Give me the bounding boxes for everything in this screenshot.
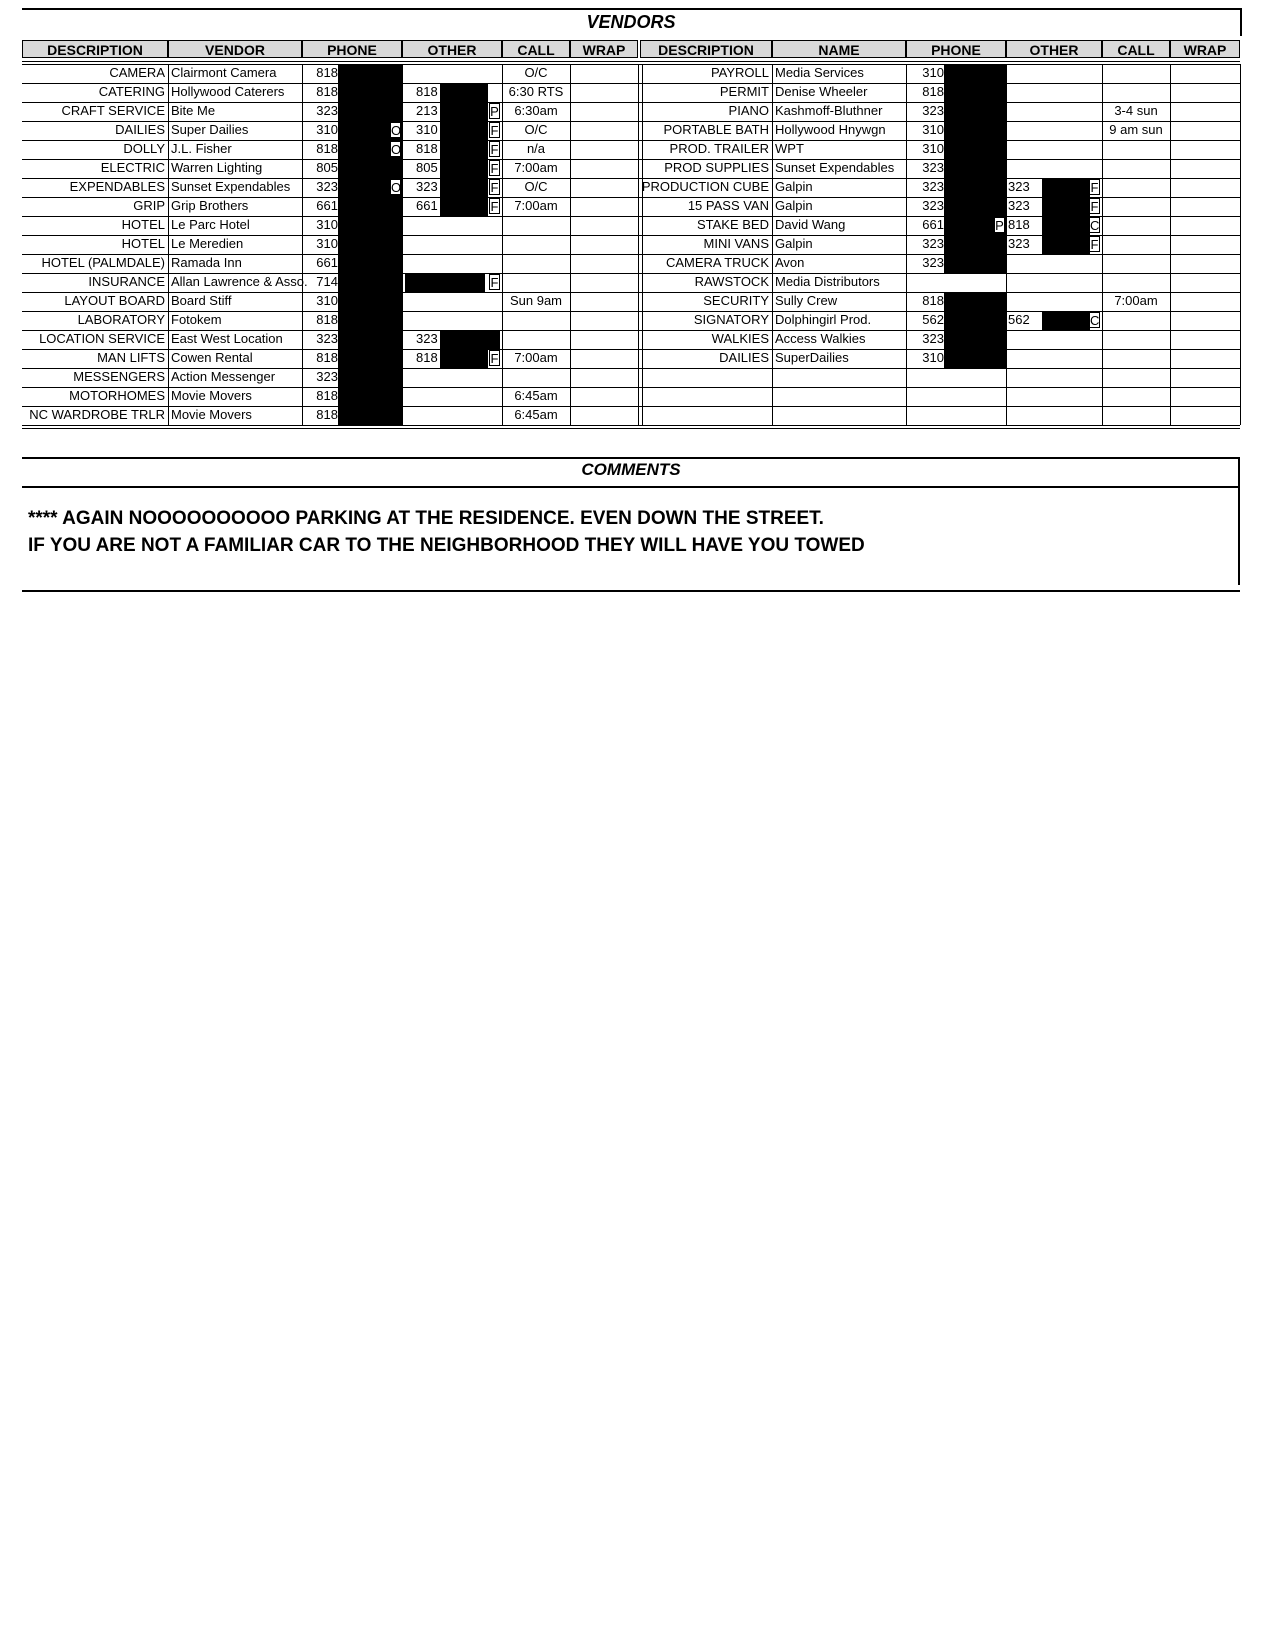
left-call-cell: 7:00am [514, 350, 558, 365]
left-phone-cell: 310 [316, 122, 338, 137]
right-wrap-cell [1170, 83, 1240, 101]
left-vendor-cell: Clairmont Camera [171, 65, 277, 80]
right-call-cell [1102, 235, 1170, 253]
right-wrap-cell [1170, 368, 1240, 386]
left-desc-cell: MESSENGERS [73, 369, 165, 384]
right-other-cell [1006, 140, 1102, 158]
right-wrap-cell [1170, 235, 1240, 253]
left-wrap-cell [570, 197, 638, 215]
header-right-0: DESCRIPTION [640, 40, 772, 58]
row-rule [22, 425, 1240, 426]
left-desc-cell: HOTEL [121, 236, 165, 251]
left-other-flag: P [490, 104, 499, 119]
right-other-cell: 323 [1008, 198, 1030, 213]
left-wrap-cell [570, 349, 638, 367]
left-wrap-cell [570, 159, 638, 177]
right-desc-cell [640, 368, 772, 386]
left-other-cell: 213 [416, 103, 438, 118]
right-phone-cell [906, 368, 1006, 386]
left-desc-cell: CAMERA [109, 65, 165, 80]
left-wrap-cell [570, 83, 638, 101]
right-desc-cell: 15 PASS VAN [687, 198, 769, 213]
left-vendor-cell: Action Messenger [171, 369, 276, 384]
right-phone-flag: P [995, 218, 1004, 233]
left-other-flag: F [490, 351, 499, 366]
left-vendor-cell: Allan Lawrence & Asso. [171, 274, 308, 289]
header-left-4: CALL [502, 40, 570, 58]
right-other-cell: 323 [1008, 236, 1030, 251]
left-phone-cell: 323 [316, 369, 338, 384]
left-wrap-cell [570, 311, 638, 329]
right-name-cell: Dolphingirl Prod. [775, 312, 872, 327]
right-name-cell: David Wang [775, 217, 846, 232]
left-wrap-cell [570, 235, 638, 253]
left-wrap-cell [570, 254, 638, 272]
right-wrap-cell [1170, 178, 1240, 196]
left-desc-cell: EXPENDABLES [69, 179, 165, 194]
left-other-flag: F [490, 123, 499, 138]
left-desc-cell: DOLLY [123, 141, 165, 156]
right-desc-cell [640, 387, 772, 405]
right-call-cell [1102, 197, 1170, 215]
right-name-cell: Sully Crew [775, 293, 838, 308]
right-phone-cell: 323 [922, 103, 944, 118]
right-other-flag: F [1090, 237, 1099, 252]
left-vendor-cell: Cowen Rental [171, 350, 253, 365]
right-name-cell: Hollywood Hnywgn [775, 122, 886, 137]
left-phone-cell: 310 [316, 217, 338, 232]
right-phone-cell: 661 [922, 217, 944, 232]
right-call-cell [1102, 64, 1170, 82]
left-phone-cell: 323 [316, 331, 338, 346]
left-desc-cell: MOTORHOMES [69, 388, 165, 403]
left-wrap-cell [570, 216, 638, 234]
col-rule [638, 64, 639, 425]
left-vendor-cell: Hollywood Caterers [171, 84, 285, 99]
right-desc-cell: PORTABLE BATH [663, 122, 769, 137]
right-desc-cell: SECURITY [703, 293, 769, 308]
right-wrap-cell [1170, 216, 1240, 234]
left-desc-cell: MAN LIFTS [97, 350, 165, 365]
right-wrap-cell [1170, 273, 1240, 291]
right-phone-cell: 310 [922, 122, 944, 137]
left-wrap-cell [570, 368, 638, 386]
right-call-cell [1102, 330, 1170, 348]
left-other-flag: F [490, 180, 499, 195]
right-wrap-cell [1170, 102, 1240, 120]
right-call-cell [1102, 159, 1170, 177]
left-desc-cell: LABORATORY [77, 312, 165, 327]
right-other-cell [1006, 159, 1102, 177]
left-phone-cell: 805 [316, 160, 338, 175]
right-desc-cell: SIGNATORY [693, 312, 769, 327]
right-other-cell [1006, 254, 1102, 272]
left-phone-cell: 661 [316, 255, 338, 270]
right-wrap-cell [1170, 349, 1240, 367]
left-wrap-cell [570, 64, 638, 82]
right-name-cell: Kashmoff-Bluthner [775, 103, 883, 118]
left-phone-cell: 818 [316, 65, 338, 80]
header-left-3: OTHER [402, 40, 502, 58]
right-call-cell [1102, 178, 1170, 196]
right-call-cell [1102, 349, 1170, 367]
right-other-cell [1006, 273, 1102, 291]
left-call-cell: O/C [524, 179, 548, 194]
left-other-cell: 323 [416, 179, 438, 194]
col-rule [1240, 64, 1241, 425]
left-desc-cell: HOTEL (PALMDALE) [41, 255, 165, 270]
right-desc-cell: PERMIT [719, 84, 769, 99]
right-other-cell [1006, 292, 1102, 310]
left-wrap-cell [570, 330, 638, 348]
left-wrap-cell [570, 273, 638, 291]
left-other-cell [402, 235, 502, 253]
left-other-flag: F [490, 142, 499, 157]
right-phone-cell: 323 [922, 198, 944, 213]
table-bottom-rule [22, 428, 1240, 429]
left-wrap-cell [570, 121, 638, 139]
left-vendor-cell: Movie Movers [171, 388, 252, 403]
right-other-flag: F [1090, 180, 1099, 195]
left-phone-flag: O [391, 123, 402, 138]
left-desc-cell: NC WARDROBE TRLR [29, 407, 165, 422]
left-vendor-cell: Warren Lighting [171, 160, 263, 175]
header-right-4: CALL [1102, 40, 1170, 58]
left-other-cell: 818 [416, 141, 438, 156]
right-call-cell [1102, 140, 1170, 158]
right-wrap-cell [1170, 64, 1240, 82]
left-other-cell: 818 [416, 350, 438, 365]
right-name-cell: WPT [775, 141, 804, 156]
right-name-cell [772, 406, 906, 424]
comments-title: COMMENTS [581, 460, 681, 479]
left-call-cell: n/a [526, 141, 546, 156]
left-call-cell: Sun 9am [509, 293, 563, 308]
right-other-cell [1006, 102, 1102, 120]
right-call-cell: 7:00am [1114, 293, 1158, 308]
left-desc-cell: DAILIES [115, 122, 165, 137]
left-wrap-cell [570, 178, 638, 196]
right-desc-cell: STAKE BED [696, 217, 769, 232]
left-wrap-cell [570, 406, 638, 424]
left-vendor-cell: Bite Me [171, 103, 216, 118]
right-desc-cell: PRODUCTION CUBE [641, 179, 769, 194]
right-name-cell: Access Walkies [775, 331, 866, 346]
header-left-0: DESCRIPTION [22, 40, 168, 58]
left-phone-cell: 818 [316, 350, 338, 365]
right-phone-cell [906, 387, 1006, 405]
right-phone-cell: 310 [922, 141, 944, 156]
left-phone-cell: 310 [316, 293, 338, 308]
left-vendor-cell: Fotokem [171, 312, 222, 327]
vendors-title: VENDORS [586, 12, 676, 32]
left-other-flag: F [490, 161, 499, 176]
right-other-cell [1006, 330, 1102, 348]
right-desc-cell: PIANO [728, 103, 769, 118]
right-other-flag: C [1090, 313, 1100, 328]
left-phone-cell: 661 [316, 198, 338, 213]
left-desc-cell: LOCATION SERVICE [39, 331, 165, 346]
right-desc-cell: CAMERA TRUCK [665, 255, 769, 270]
right-call-cell [1102, 368, 1170, 386]
left-other-cell [402, 216, 502, 234]
left-other-cell: 805 [416, 160, 438, 175]
left-phone-flag: O [391, 180, 402, 195]
right-call-cell [1102, 387, 1170, 405]
right-phone-cell: 562 [922, 312, 944, 327]
left-phone-cell: 818 [316, 388, 338, 403]
left-call-cell: 6:30am [514, 103, 558, 118]
left-vendor-cell: East West Location [171, 331, 283, 346]
left-vendor-cell: Board Stiff [171, 293, 232, 308]
right-phone-cell: 323 [922, 179, 944, 194]
right-name-cell: Media Distributors [775, 274, 880, 289]
left-other-cell [402, 387, 502, 405]
left-vendor-cell: Ramada Inn [171, 255, 242, 270]
right-desc-cell: RAWSTOCK [694, 274, 769, 289]
right-name-cell: Galpin [775, 179, 813, 194]
right-other-cell [1006, 406, 1102, 424]
right-phone-cell: 323 [922, 331, 944, 346]
right-name-cell: Denise Wheeler [775, 84, 868, 99]
right-wrap-cell [1170, 254, 1240, 272]
right-phone-cell: 818 [922, 84, 944, 99]
left-other-cell [402, 368, 502, 386]
right-desc-cell: PROD SUPPLIES [664, 160, 769, 175]
right-call-cell [1102, 273, 1170, 291]
left-other-flag: F [490, 275, 499, 290]
right-call-cell [1102, 83, 1170, 101]
left-wrap-cell [570, 140, 638, 158]
left-call-cell [502, 254, 570, 272]
right-other-cell: 818 [1008, 217, 1030, 232]
left-vendor-cell: Le Parc Hotel [171, 217, 250, 232]
left-other-cell: 323 [416, 331, 438, 346]
left-desc-cell: CRAFT SERVICE [61, 103, 165, 118]
right-desc-cell: PAYROLL [710, 65, 769, 80]
right-other-cell [1006, 368, 1102, 386]
left-other-cell [402, 273, 502, 291]
right-desc-cell: MINI VANS [703, 236, 769, 251]
left-call-cell: 7:00am [514, 160, 558, 175]
left-desc-cell: CATERING [98, 84, 165, 99]
right-wrap-cell [1170, 159, 1240, 177]
right-other-cell [1006, 121, 1102, 139]
right-wrap-cell [1170, 387, 1240, 405]
right-phone-cell: 818 [922, 293, 944, 308]
right-call-cell [1102, 254, 1170, 272]
left-phone-cell: 818 [316, 141, 338, 156]
header-left-1: VENDOR [168, 40, 302, 58]
right-phone-cell: 323 [922, 255, 944, 270]
left-phone-cell: 818 [316, 312, 338, 327]
right-call-cell [1102, 406, 1170, 424]
right-other-flag: F [1090, 199, 1099, 214]
left-phone-cell: 310 [316, 236, 338, 251]
right-other-cell [1006, 387, 1102, 405]
left-other-cell [402, 311, 502, 329]
comments-bottom-rule [22, 590, 1240, 592]
left-wrap-cell [570, 387, 638, 405]
right-name-cell: Sunset Expendables [775, 160, 895, 175]
right-other-cell [1006, 64, 1102, 82]
left-other-cell [402, 292, 502, 310]
right-phone-cell [906, 406, 1006, 424]
right-wrap-cell [1170, 330, 1240, 348]
left-desc-cell: ELECTRIC [100, 160, 165, 175]
left-vendor-cell: Movie Movers [171, 407, 252, 422]
header-right-1: NAME [772, 40, 906, 58]
right-other-cell: 562 [1008, 312, 1030, 327]
left-desc-cell: GRIP [133, 198, 165, 213]
left-call-cell [502, 330, 570, 348]
right-other-cell: 323 [1008, 179, 1030, 194]
header-right-3: OTHER [1006, 40, 1102, 58]
right-call-cell [1102, 216, 1170, 234]
right-wrap-cell [1170, 197, 1240, 215]
left-phone-flag: O [391, 142, 402, 157]
right-wrap-cell [1170, 140, 1240, 158]
right-other-cell [1006, 83, 1102, 101]
right-call-cell: 9 am sun [1109, 122, 1163, 137]
comments-divider [22, 486, 1240, 488]
header-right-5: WRAP [1170, 40, 1240, 58]
right-wrap-cell [1170, 311, 1240, 329]
right-wrap-cell [1170, 121, 1240, 139]
left-other-cell [402, 406, 502, 424]
left-phone-cell: 818 [316, 407, 338, 422]
left-other-cell: 310 [416, 122, 438, 137]
left-desc-cell: LAYOUT BOARD [64, 293, 165, 308]
right-other-cell [1006, 349, 1102, 367]
left-call-cell [502, 235, 570, 253]
right-other-flag: C [1090, 218, 1100, 233]
left-desc-cell: INSURANCE [88, 274, 165, 289]
right-phone-cell [906, 273, 1006, 291]
left-call-cell: O/C [524, 65, 548, 80]
left-call-cell: 6:30 RTS [508, 84, 564, 99]
left-other-cell [402, 64, 502, 82]
left-call-cell: O/C [524, 122, 548, 137]
left-phone-cell: 323 [316, 103, 338, 118]
header-rule [22, 61, 1240, 62]
right-name-cell: Media Services [775, 65, 864, 80]
left-vendor-cell: Super Dailies [171, 122, 249, 137]
right-name-cell: Galpin [775, 198, 813, 213]
left-phone-cell: 714 [316, 274, 338, 289]
left-phone-cell: 323 [316, 179, 338, 194]
right-phone-cell: 310 [922, 350, 944, 365]
right-name-cell: Galpin [775, 236, 813, 251]
right-name-cell [772, 387, 906, 405]
right-phone-cell: 323 [922, 236, 944, 251]
left-other-flag: F [490, 199, 499, 214]
left-call-cell [502, 311, 570, 329]
left-call-cell: 6:45am [514, 407, 558, 422]
vendors-title-bar [22, 8, 1242, 36]
right-name-cell: Avon [775, 255, 805, 270]
left-call-cell [502, 273, 570, 291]
left-vendor-cell: J.L. Fisher [171, 141, 232, 156]
right-call-cell [1102, 311, 1170, 329]
left-call-cell [502, 368, 570, 386]
right-desc-cell [640, 406, 772, 424]
header-right-2: PHONE [906, 40, 1006, 58]
right-name-cell: SuperDailies [775, 350, 849, 365]
left-call-cell [502, 216, 570, 234]
right-wrap-cell [1170, 292, 1240, 310]
left-call-cell: 7:00am [514, 198, 558, 213]
comment-line-1: **** AGAIN NOOOOOOOOOO PARKING AT THE RESIDENCE. EVEN DOWN THE STREET. [28, 508, 824, 529]
left-wrap-cell [570, 102, 638, 120]
right-desc-cell: PROD. TRAILER [669, 141, 769, 156]
left-phone-cell: 818 [316, 84, 338, 99]
right-desc-cell: DAILIES [719, 350, 769, 365]
right-wrap-cell [1170, 406, 1240, 424]
left-vendor-cell: Le Meredien [171, 236, 244, 251]
right-call-cell: 3-4 sun [1114, 103, 1158, 118]
comment-line-2: IF YOU ARE NOT A FAMILIAR CAR TO THE NEIGHBORHOOD THEY WILL HAVE YOU TOWED [28, 535, 865, 556]
left-desc-cell: HOTEL [121, 217, 165, 232]
left-other-cell: 818 [416, 84, 438, 99]
header-left-5: WRAP [570, 40, 638, 58]
header-left-2: PHONE [302, 40, 402, 58]
left-vendor-cell: Grip Brothers [171, 198, 249, 213]
left-call-cell: 6:45am [514, 388, 558, 403]
left-wrap-cell [570, 292, 638, 310]
right-phone-cell: 323 [922, 160, 944, 175]
right-name-cell [772, 368, 906, 386]
left-other-cell [402, 254, 502, 272]
right-desc-cell: WALKIES [711, 331, 769, 346]
left-other-cell: 661 [416, 198, 438, 213]
right-phone-cell: 310 [922, 65, 944, 80]
left-vendor-cell: Sunset Expendables [171, 179, 291, 194]
